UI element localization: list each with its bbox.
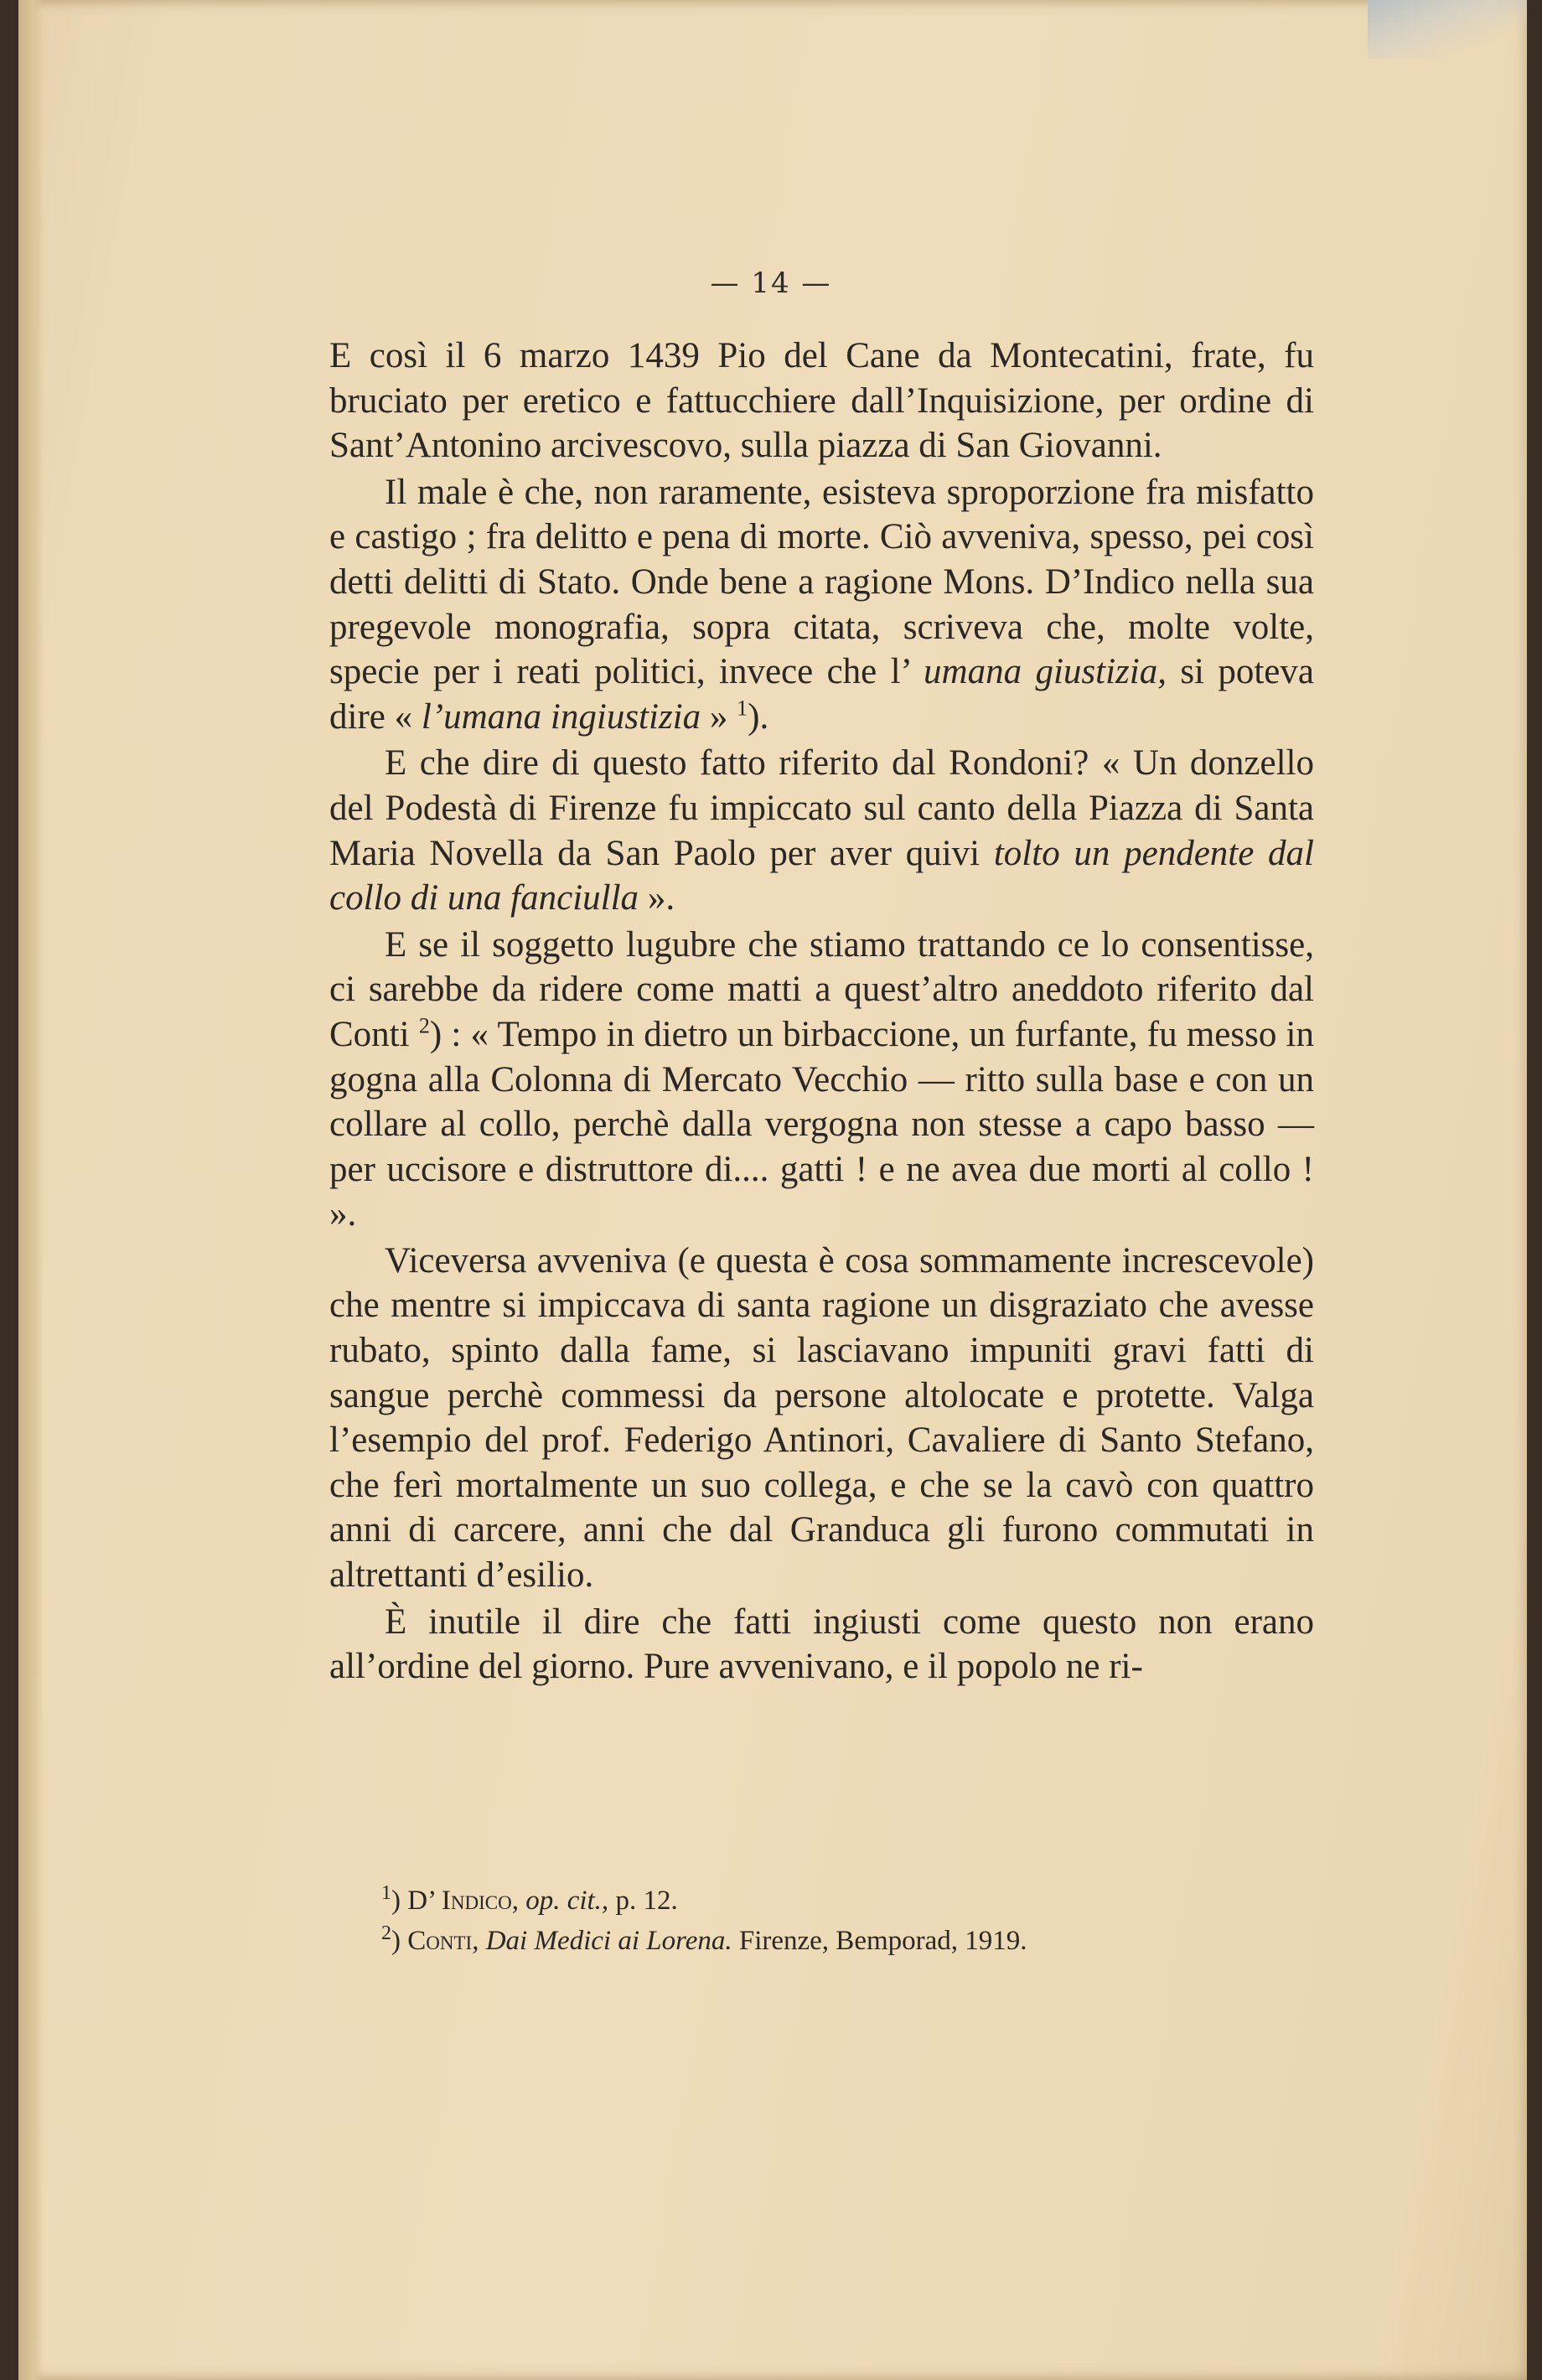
- text-run: E se il soggetto lugubre che stiamo trattando ce lo consentisse, ci sarebbe da ridere come matti a quest’altro aneddoto riferito dal Conti: [329, 924, 1314, 1054]
- text-run: [519, 1886, 525, 1916]
- footnote-mark: 2: [381, 1922, 391, 1944]
- italic-run: tolto un pendente dal collo di una fanciulla: [329, 833, 1315, 918]
- page-corner-fold: [1368, 0, 1527, 59]
- text-run: ) : « Tempo in dietro un birbaccione, un furfante, fu messo in gogna alla Colonna di Mercato Vecchio — ritto sulla base e con un collare al collo, perchè dalla vergogna non stesse a capo basso — per uccisore e distruttore di.... gatti ! e ne avea due morti al collo ! ».: [329, 1014, 1314, 1234]
- text-run: [479, 1926, 485, 1956]
- italic-run: op. cit.,: [525, 1886, 609, 1916]
- main-text: [329, 334, 1314, 1691]
- paragraph: [329, 741, 1314, 920]
- text-run: p. 12.: [608, 1886, 678, 1916]
- footnotes: [381, 1881, 1303, 1961]
- paragraph: [329, 1239, 1314, 1598]
- footnote-ref: 1: [737, 696, 748, 721]
- text-run: Il male è che, non raramente, esisteva sproporzione fra misfatto e castigo ; fra delitto e pena di morte. Ciò avveniva, spesso, pei così detti delitti di Stato. Onde bene a ragione Mons. D’Indico nella sua pregevole monografia, sopra citata, scriveva che, molte volte, specie per i reati politici, invece che l’: [329, 472, 1314, 692]
- text-run: ): [391, 1926, 408, 1956]
- footnote: [381, 1881, 1303, 1921]
- text-run: Firenze, Bemporad, 1919.: [732, 1926, 1027, 1956]
- author-name: D’ Indico,: [407, 1886, 519, 1916]
- text-run: »: [701, 696, 737, 737]
- page-number: — 14 —: [710, 266, 832, 300]
- text-run: Viceversa avveniva (e questa è cosa sommamente increscevole) che mentre si impiccava di santa ragione un disgraziato che avesse rubato, spinto dalla fame, si lasciavano impuniti gravi fatti di sangue perchè commessi da persone altolocate e protette. Valga l’esempio del prof. Federigo Antinori, Cavaliere di Santo Stefano, che ferì mortalmente un suo collega, e che se la cavò con quattro anni di carcere, anni che dal Granduca gli furono commutati in altrettanti d’esilio.: [329, 1240, 1314, 1596]
- italic-run: Dai Medici ai Lorena.: [485, 1926, 732, 1956]
- page-edge-shadow: [18, 0, 44, 2380]
- italic-run: umana giustizia,: [924, 652, 1167, 692]
- paragraph: [329, 1600, 1314, 1689]
- paragraph: [329, 470, 1314, 740]
- author-name: Conti,: [407, 1926, 479, 1956]
- text-run: ).: [748, 696, 769, 737]
- footnote-ref: 2: [418, 1013, 430, 1038]
- footnote-mark: 1: [381, 1882, 391, 1904]
- paragraph: [329, 923, 1314, 1237]
- text-run: ): [391, 1886, 408, 1916]
- text-run: si poteva dire «: [329, 652, 1314, 737]
- text-run: ».: [639, 878, 675, 918]
- footnote: [381, 1921, 1303, 1961]
- paragraph: [329, 334, 1314, 468]
- text-run: E che dire di questo fatto riferito dal Rondoni? « Un donzello del Podestà di Firenze fu impiccato sul canto della Piazza di Santa Maria Novella da San Paolo per aver quivi: [329, 743, 1314, 873]
- italic-run: l’umana ingiustizia: [421, 696, 701, 737]
- text-run: È inutile il dire che fatti ingiusti come questo non erano all’ordine del giorno. Pure avvenivano, e il popolo ne ri-: [329, 1601, 1314, 1687]
- text-run: E così il 6 marzo 1439 Pio del Cane da Montecatini, frate, fu bruciato per eretico e fattucchiere dall’Inquisizione, per ordine di Sant’Antonino arcivescovo, sulla piazza di San Giovanni.: [329, 336, 1314, 466]
